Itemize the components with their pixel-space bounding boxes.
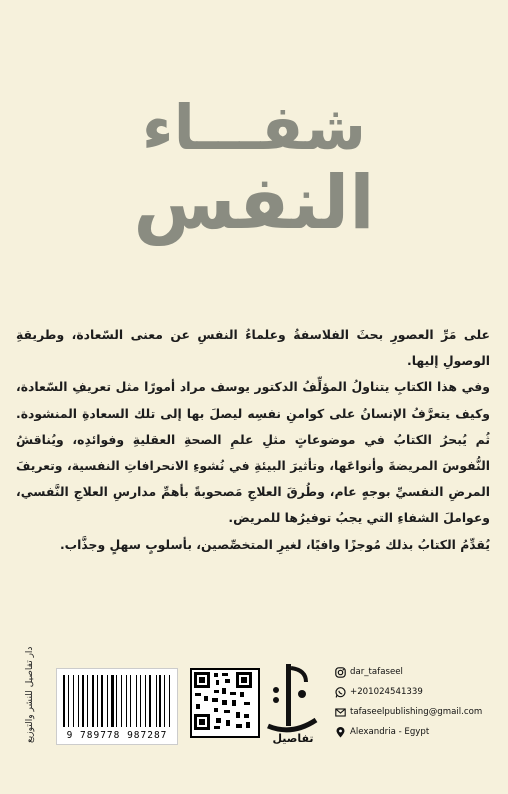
barcode-bar (126, 675, 127, 727)
barcode-bar (140, 675, 141, 727)
barcode-bar (162, 675, 163, 727)
barcode-bar (115, 675, 116, 727)
instagram-handle: dar_tafaseel (350, 667, 403, 677)
barcode-bar (95, 675, 96, 727)
barcode-bar (142, 675, 144, 727)
contact-location (334, 722, 504, 742)
barcode-bar (66, 675, 67, 727)
location-text: Alexandria - Egypt (350, 727, 430, 737)
title-line-1: شفـــاء (141, 91, 367, 164)
barcode-bar (89, 675, 91, 727)
barcode-bar (128, 675, 129, 727)
location-icon (334, 726, 346, 738)
barcode-bar (74, 675, 77, 727)
barcode-bar (132, 675, 135, 727)
barcode-bar (82, 675, 84, 727)
barcode-bar (145, 675, 146, 727)
contact-list (334, 662, 504, 742)
contact-instagram (334, 662, 504, 682)
barcode-bar (85, 675, 86, 727)
barcode-bar (109, 675, 110, 727)
blurb-paragraph: يُقدِّمُ الكتابُ بذلك مُوجزًا وافيًا، لغيرِ المتخصِّصين، بأسلوبٍ سهلٍ وجذَّاب. (59, 536, 490, 552)
barcode-bar (152, 675, 155, 727)
publisher-name: دار تفاصيل للنشر والتوزيع (25, 646, 35, 743)
qr-code (190, 668, 260, 738)
barcode-bar (156, 675, 157, 727)
barcode-bar (130, 675, 131, 727)
barcode-bar (147, 675, 148, 727)
barcode-bar (159, 675, 161, 727)
email-address: tafaseelpublishing@gmail.com (350, 707, 483, 717)
title-line-2: النفس (133, 160, 375, 246)
barcode-bar (116, 675, 117, 727)
barcode-bar (164, 675, 165, 727)
blurb-paragraph: على مَرِّ العصورِ بحثَ الفلاسفةُ وعلماءُ النفسِ عن معنى السّعادة، وطريقةِ الوصولِ إليها. (16, 327, 490, 369)
logo-text: تفاصيل (272, 732, 314, 744)
barcode-bar (99, 675, 100, 727)
whatsapp-icon (334, 686, 346, 698)
barcode-bar (118, 675, 120, 727)
barcode-bar (123, 675, 125, 727)
barcode-bar (92, 675, 95, 727)
barcode-bar (80, 675, 81, 727)
blurb-paragraph: وفي هذا الكتابِ يتناولُ المؤلِّفُ الدكتور يوسف مراد أمورًا مثل تعريفِ السّعادة، وكيف يتعرَّفُ الإنسانُ على كوامنِ نفسِه ليصلَ بها إلى تلك السعادةِ المنشودة. ثُم يُبحرُ الكتابُ في موضوعاتٍ مثلِ علمِ الصحةِ العقليةِ وفوائدِه، ويُناقشُ النُّفوسَ المريضةَ وأنواعَها، وتأثيرَ البيئةِ في نُشوءِ الانحرافاتِ النفسية، وتعريفَ المرضِ النفسيِّ بوجهٍ عام، وطُرقَ العلاجِ مَصحوبةً بأهمِّ مدارسِ العلاجِ النَّفسي، وعواملَ الشفاءِ التي يجبُ توفيرُها للمريض. (16, 379, 490, 526)
barcode-bar (68, 675, 69, 727)
barcode-bar (104, 675, 106, 727)
footer (0, 646, 508, 750)
isbn-barcode (56, 668, 178, 745)
barcode-bar (121, 675, 122, 727)
barcode-bars (63, 675, 171, 727)
whatsapp-number: +201024541339 (350, 687, 423, 697)
qr-code-pattern (192, 670, 254, 732)
publisher-logo (262, 660, 324, 744)
instagram-icon (334, 666, 346, 678)
logo-mark (262, 660, 324, 744)
barcode-bar (158, 675, 159, 727)
barcode-bar (107, 675, 108, 727)
barcode-bar (111, 675, 114, 727)
barcode-bar (136, 675, 138, 727)
publisher-vertical-label (8, 646, 48, 746)
barcode-bar (138, 675, 139, 727)
barcode-bar (63, 675, 65, 727)
barcode-bar (101, 675, 103, 727)
email-icon (334, 706, 346, 718)
contact-whatsapp (334, 682, 504, 702)
barcode-bar (166, 675, 168, 727)
contact-email (334, 702, 504, 722)
barcode-bar (87, 675, 88, 727)
barcode-bar (78, 675, 79, 727)
barcode-bar (149, 675, 151, 727)
barcode-bar (73, 675, 74, 727)
barcode-bar (97, 675, 98, 727)
barcode-bar (169, 675, 170, 727)
isbn-number: 9 789778 987287 (66, 730, 168, 741)
barcode-bar (70, 675, 72, 727)
blurb (16, 322, 490, 558)
